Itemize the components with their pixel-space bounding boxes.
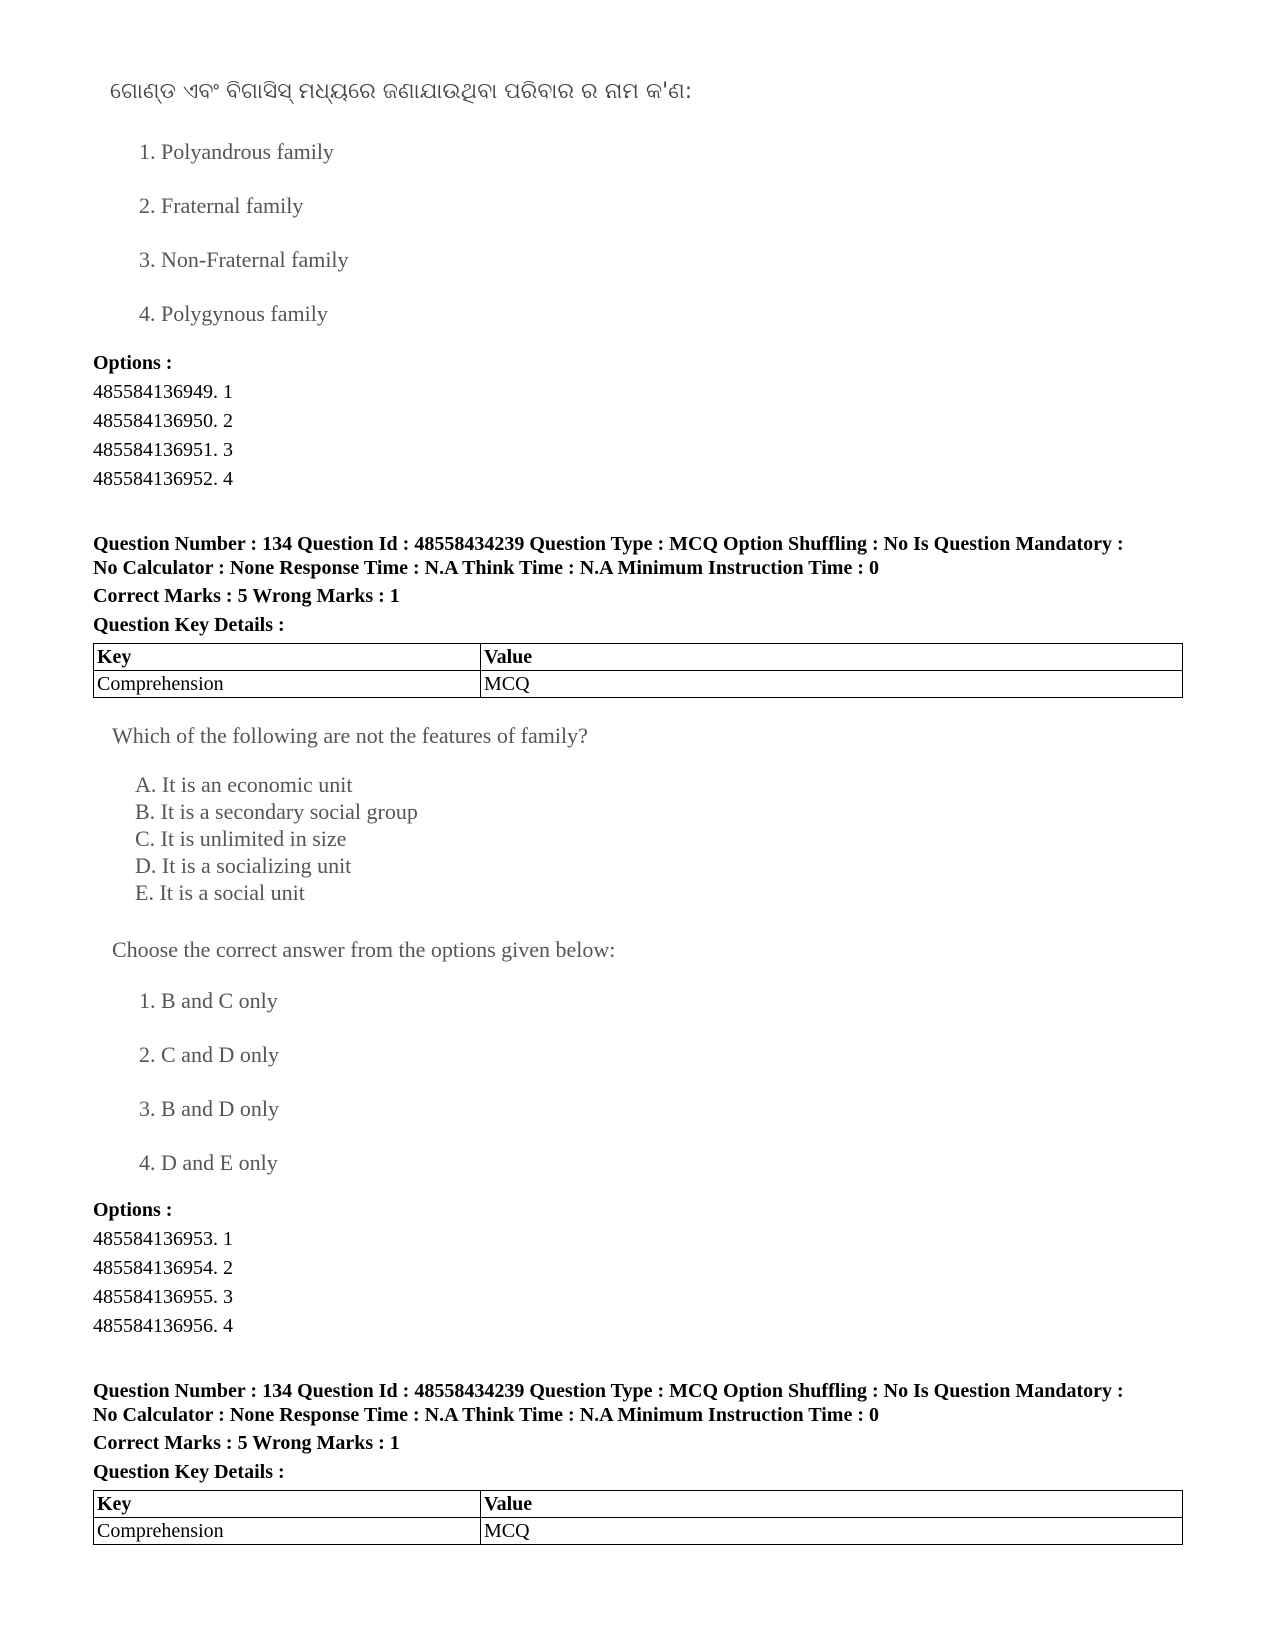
statement: B. It is a secondary social group <box>135 799 418 824</box>
question-2-choice: 3. B and D only <box>139 1096 279 1121</box>
key-details-label: Question Key Details : <box>93 1461 285 1483</box>
value-header: Value <box>481 644 1183 671</box>
statement: C. It is unlimited in size <box>135 826 347 851</box>
key-cell: Comprehension <box>94 1518 481 1545</box>
marks-line: Correct Marks : 5 Wrong Marks : 1 <box>93 1432 400 1454</box>
value-header: Value <box>481 1491 1183 1518</box>
value-cell: MCQ <box>481 671 1183 698</box>
statement: E. It is a social unit <box>135 880 305 905</box>
option-id: 485584136954. 2 <box>93 1257 233 1279</box>
option-id: 485584136955. 3 <box>93 1286 233 1308</box>
question-1-choice: 2. Fraternal family <box>139 193 304 218</box>
options-label: Options : <box>93 352 173 374</box>
question-meta: Question Number : 134 Question Id : 48558434239 Question Type : MCQ Option Shuffling : No Is Question Mandatory : <box>93 533 1124 555</box>
question-2-choice: 4. D and E only <box>139 1150 278 1175</box>
key-cell: Comprehension <box>94 671 481 698</box>
value-cell: MCQ <box>481 1518 1183 1545</box>
option-id: 485584136950. 2 <box>93 410 233 432</box>
choose-instruction: Choose the correct answer from the options given below: <box>112 937 616 962</box>
options-label: Options : <box>93 1199 173 1221</box>
question-2-choice: 1. B and C only <box>139 988 278 1013</box>
question-meta: Question Number : 134 Question Id : 48558434239 Question Type : MCQ Option Shuffling : No Is Question Mandatory : <box>93 1380 1124 1402</box>
statement: D. It is a socializing unit <box>135 853 352 878</box>
question-2-choice: 2. C and D only <box>139 1042 279 1067</box>
key-table <box>93 1490 1183 1545</box>
option-id: 485584136951. 3 <box>93 439 233 461</box>
option-id: 485584136952. 4 <box>93 468 233 490</box>
marks-line: Correct Marks : 5 Wrong Marks : 1 <box>93 585 400 607</box>
question-1-choice: 4. Polygynous family <box>139 301 328 326</box>
question-meta: No Calculator : None Response Time : N.A Think Time : N.A Minimum Instruction Time : 0 <box>93 1404 879 1426</box>
question-meta: No Calculator : None Response Time : N.A Think Time : N.A Minimum Instruction Time : 0 <box>93 557 879 579</box>
key-table <box>93 643 1183 698</box>
key-header: Key <box>94 1491 481 1518</box>
option-id: 485584136956. 4 <box>93 1315 233 1337</box>
key-header: Key <box>94 644 481 671</box>
question-1-choice: 1. Polyandrous family <box>139 139 334 164</box>
question-2-stem: Which of the following are not the features of family? <box>112 723 588 748</box>
question-1-stem: ଗୋଣ୍ଡ ଏବଂ ବିଗାସିସ୍ ମଧ୍ୟରେ ଜଣାଯାଉଥିବା ପରିବାର ର ନାମ କ'ଣ: <box>110 79 693 104</box>
option-id: 485584136953. 1 <box>93 1228 233 1250</box>
option-id: 485584136949. 1 <box>93 381 233 403</box>
key-details-label: Question Key Details : <box>93 614 285 636</box>
question-1-choice: 3. Non-Fraternal family <box>139 247 349 272</box>
statement: A. It is an economic unit <box>135 772 353 797</box>
